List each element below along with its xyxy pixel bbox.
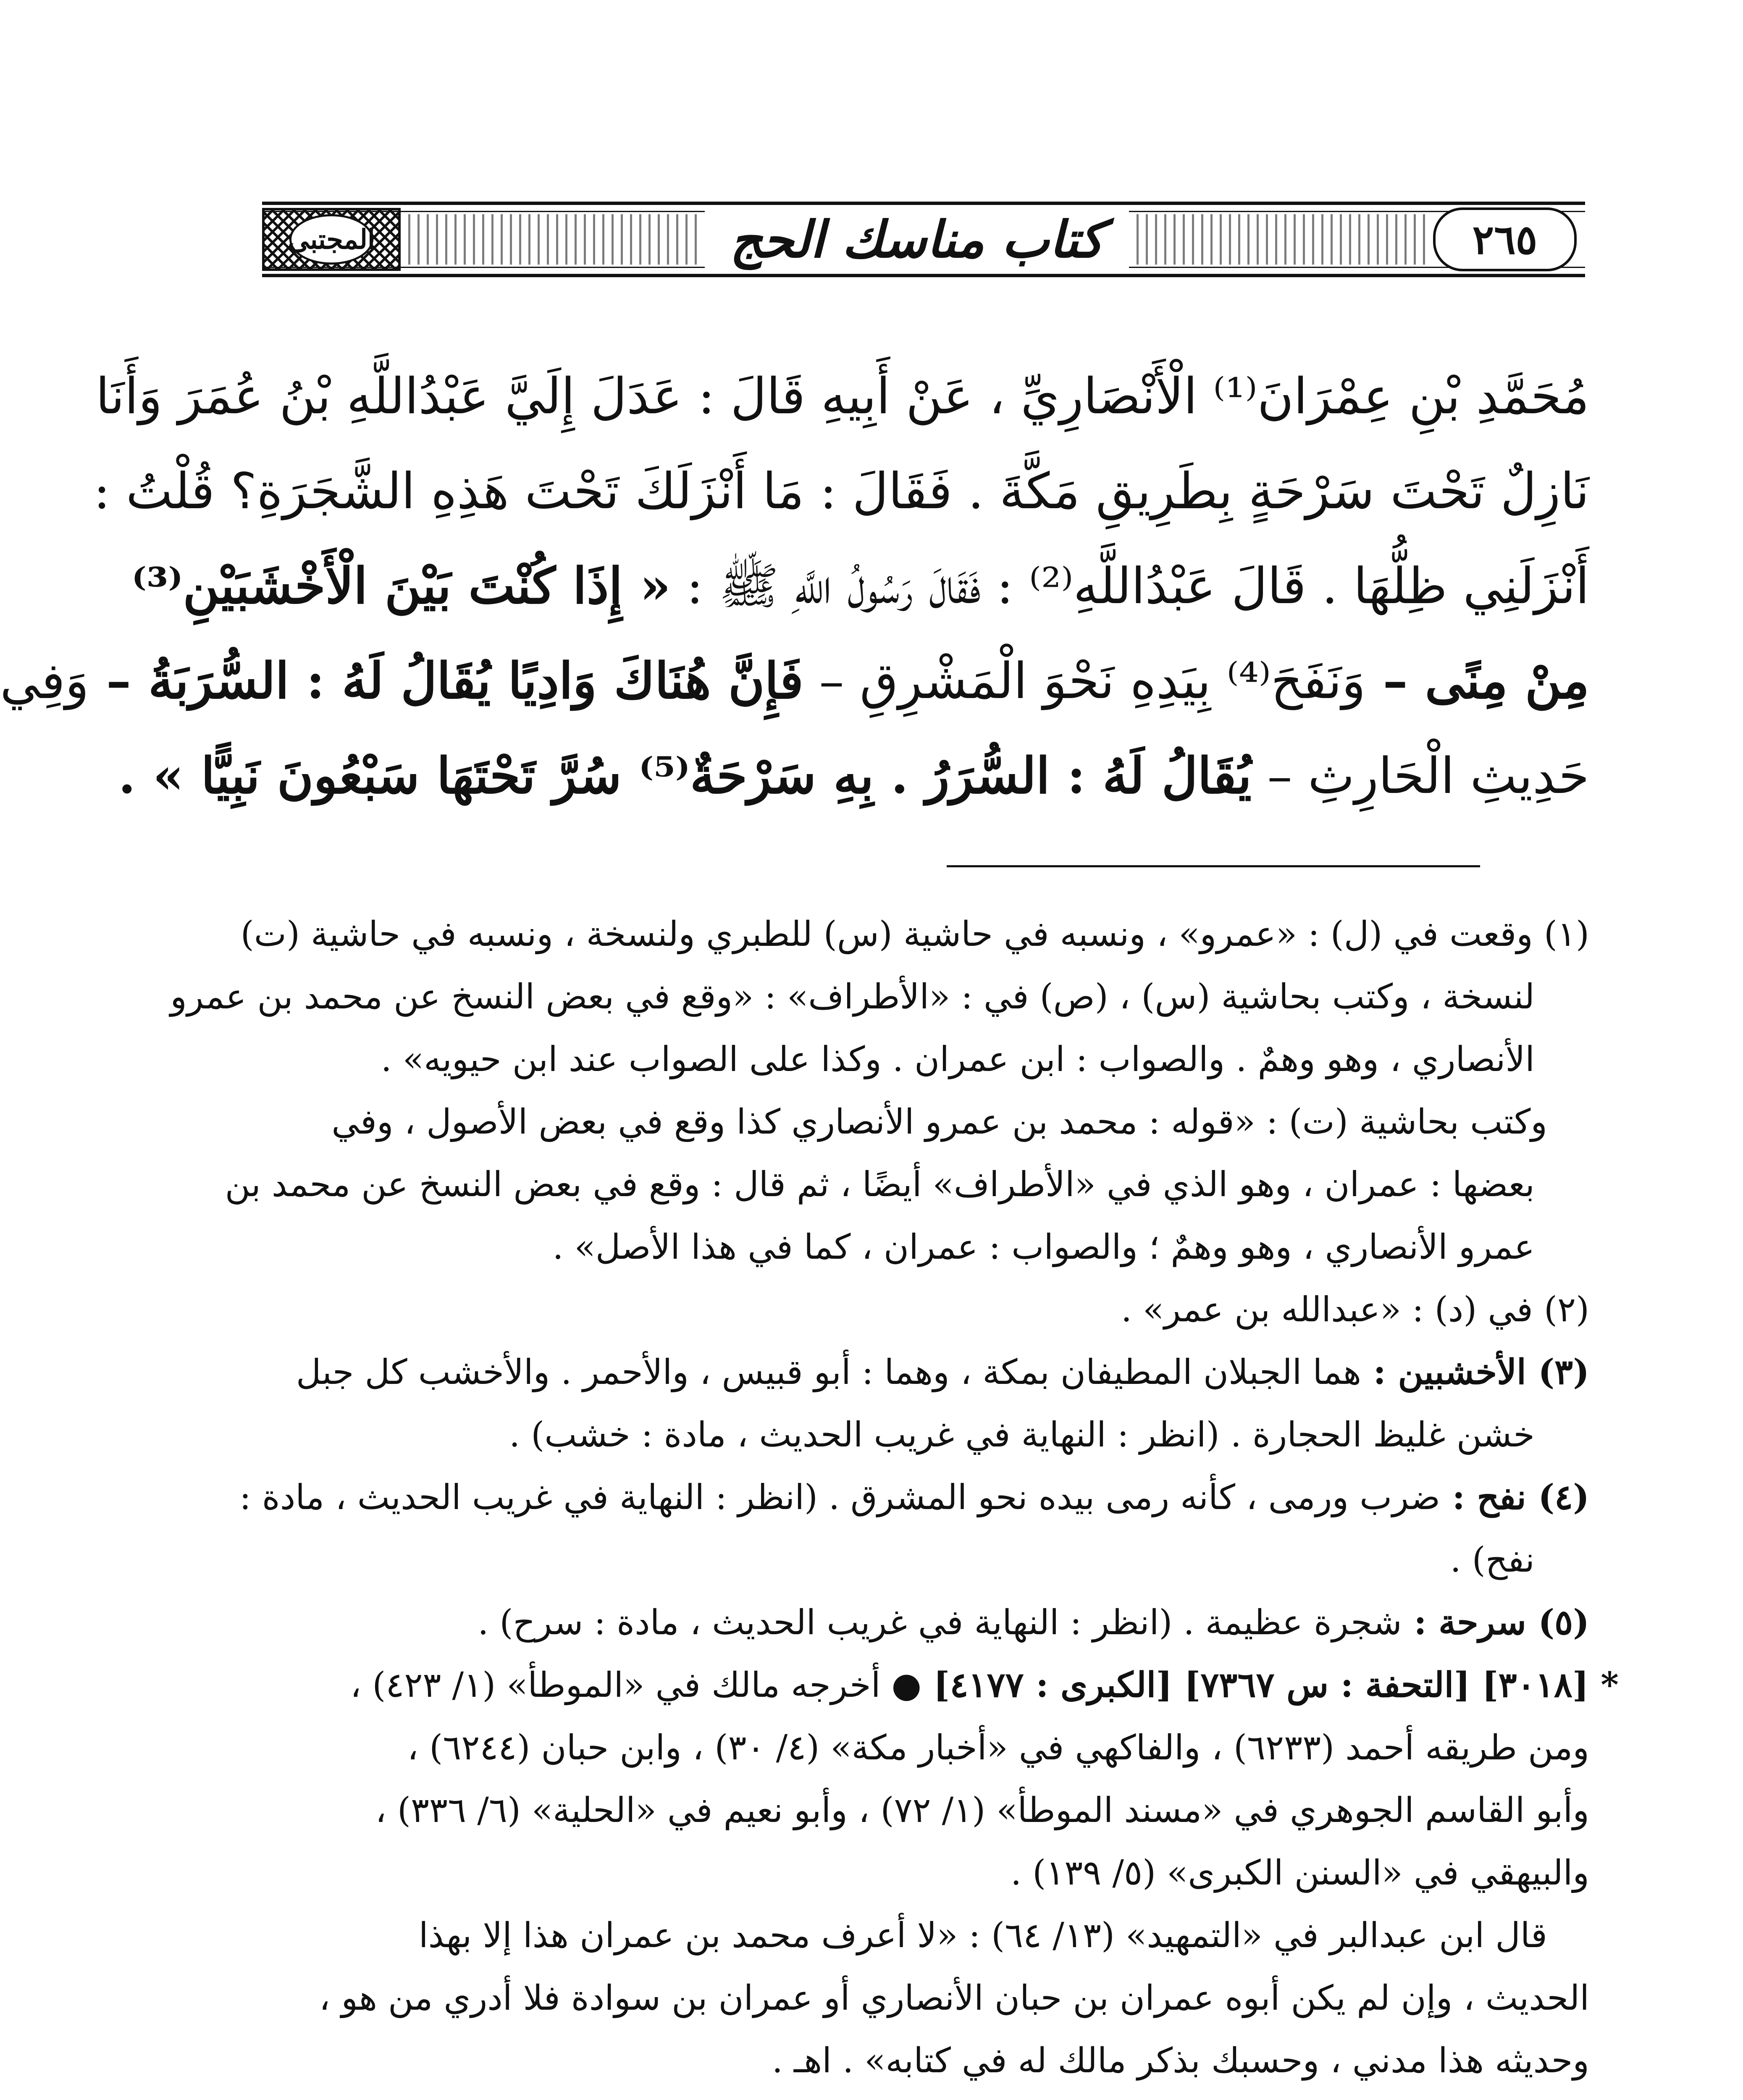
main-line-5-bold: يُقَالُ لَهُ : السُّرَرُ . بِهِ سَرْحَةٌ⁽⁵⁾ سُرَّ تَحْتَهَا سَبْعُونَ نَبِيًّا » . [118, 746, 1252, 805]
book-logo: المجتبى [289, 214, 373, 265]
main-line-4-bold-b: فَإِنَّ هُنَاكَ وَادِيًا يُقَالُ لَهُ : السُّرَبَةُ – [89, 651, 803, 710]
main-line-3-bold: « إِذَا كُنْتَ بَيْنَ الْأَخْشَبَيْنِ⁽³⁾ [131, 556, 671, 615]
footnote-1-line-6: عمرو الأنصاري ، وهو وهمٌ ؛ والصواب : عمران ، كما في هذا الأصل» . [552, 1227, 1535, 1267]
footnote-4-text: ضرب ورمى ، كأنه رمى بيده نحو المشرق . (انظر : النهاية في غريب الحديث ، مادة : [239, 1478, 1441, 1517]
footnote-3-line-1 [254, 1341, 1589, 1404]
main-line-4-plain-b: وَفِي [0, 652, 89, 710]
footnote-1-line-1: (١) وقعت في (ل) : «عمرو» ، ونسبه في حاشية (س) للطبري ولنسخة ، ونسبه في حاشية (ت) [240, 914, 1589, 954]
footnote-1-line-3: الأنصاري ، وهو وهمٌ . والصواب : ابن عمران . وكذا على الصواب عند ابن حيويه» . [381, 1040, 1535, 1079]
takhrij-reference: * [٣٠١٨] [التحفة : س ٧٣٦٧] [الكبرى : ٤١٧٧] [921, 1665, 1619, 1705]
main-line-4-plain-a: وَنَفَحَ⁽⁴⁾ بِيَدِهِ نَحْوَ الْمَشْرِقِ – [803, 652, 1366, 710]
footnote-5-text: شجرة عظيمة . (انظر : النهاية في غريب الحديث ، مادة : سرح) . [478, 1603, 1402, 1643]
main-line-3 [131, 538, 1589, 633]
main-line-4-bold-a: مِنْ مِنًى – [1365, 651, 1589, 710]
footnote-1-line-5: بعضها : عمران ، وهو الذي في «الأطراف» أيضًا ، ثم قال : وقع في بعض النسخ عن محمد بن [225, 1165, 1535, 1205]
footnote-1-line-4: وكتب بحاشية (ت) : «قوله : محمد بن عمرو الأنصاري كذا وقع في بعض الأصول ، وفي [331, 1102, 1547, 1142]
takhrij-line-5: قال ابن عبدالبر في «التمهيد» (١٣/ ٦٤) : «لا أعرف محمد بن عمران هذا إلا بهذا [418, 1916, 1547, 1956]
main-text [0, 349, 1589, 827]
takhrij-line-6: الحديث ، وإن لم يكن أبوه عمران بن حبان الأنصاري أو عمران بن سوادة فلا أدري من هو ، [319, 1978, 1589, 2018]
main-line-3-plain: أَنْزَلَنِي ظِلُّهَا . قَالَ عَبْدُاللَّهِ⁽²⁾ : فَقَالَ رَسُولُ اللَّهِ ﷺ : [671, 557, 1589, 615]
footnote-2: (٢) في (د) : «عبدالله بن عمر» . [1121, 1290, 1589, 1330]
header-pattern-right [1137, 214, 1425, 265]
footnote-5-term: (٥) سرحة : [1402, 1602, 1589, 1643]
page-number: ٢٦٥ [1433, 207, 1577, 271]
footnote-1-line-2: لنسخة ، وكتب بحاشية (س) ، (ص) في : «الأطراف» : «وقع في بعض النسخ عن محمد بن عمرو [170, 977, 1535, 1017]
book-title: كتاب مناسك الحج [705, 208, 1129, 271]
footnote-5 [254, 1591, 1589, 1654]
takhrij-line-7: وحديثه هذا مدني ، وحسبك بذكر مالك له في كتابه» . اهـ . [772, 2041, 1589, 2081]
main-line-2: نَازِلٌ تَحْتَ سَرْحَةٍ بِطَرِيقِ مَكَّةَ . فَقَالَ : مَا أَنْزَلَكَ تَحْتَ هَذِهِ الشَّجَرَةِ؟ قُلْتُ : [93, 462, 1589, 520]
footnote-separator [947, 865, 1480, 867]
footnote-4-line-1 [239, 1466, 1589, 1529]
page-header [262, 202, 1585, 277]
takhrij-line-1 [254, 1654, 1619, 1717]
footnote-3-text: هما الجبلان المطيفان بمكة ، وهما : أبو قبيس ، والأحمر . والأخشب كل جبل [296, 1352, 1362, 1392]
header-pattern-left [408, 214, 697, 265]
footnotes [170, 903, 1619, 2100]
takhrij-line-3: وأبو القاسم الجوهري في «مسند الموطأ» (١/ ٧٢) ، وأبو نعيم في «الحلية» (٦/ ٣٣٦) ، [375, 1790, 1589, 1830]
takhrij-line-4: والبيهقي في «السنن الكبرى» (٥/ ١٣٩) . [1011, 1853, 1589, 1893]
footnote-3-term: (٣) الأخشبين : [1361, 1352, 1589, 1392]
footnote-4-line-2: نفح) . [1450, 1540, 1535, 1580]
main-line-5-plain: حَدِيثِ الْحَارِثِ – [1251, 747, 1589, 805]
main-line-5 [118, 728, 1589, 823]
main-line-4 [0, 633, 1589, 728]
header-ornament-left [262, 208, 401, 271]
takhrij-text-1: ● أخرجه مالك في «الموطأ» (١/ ٤٢٣) ، [350, 1665, 922, 1705]
footnote-4-term: (٤) نفح : [1440, 1477, 1589, 1517]
takhrij-line-2: ومن طريقه أحمد (٦٢٣٣) ، والفاكهي في «أخبار مكة» (٤/ ٣٠) ، وابن حبان (٦٢٤٤) ، [407, 1728, 1589, 1768]
footnote-3-line-2: خشن غليظ الحجارة . (انظر : النهاية في غريب الحديث ، مادة : خشب) . [509, 1415, 1535, 1455]
main-line-1: مُحَمَّدِ بْنِ عِمْرَانَ⁽¹⁾ الْأَنْصَارِيِّ ، عَنْ أَبِيهِ قَالَ : عَدَلَ إِلَيَّ عَبْدُاللَّهِ بْنُ عُمَرَ وَأَنَا [95, 367, 1589, 425]
takhrij-line-8 [254, 2092, 1589, 2100]
